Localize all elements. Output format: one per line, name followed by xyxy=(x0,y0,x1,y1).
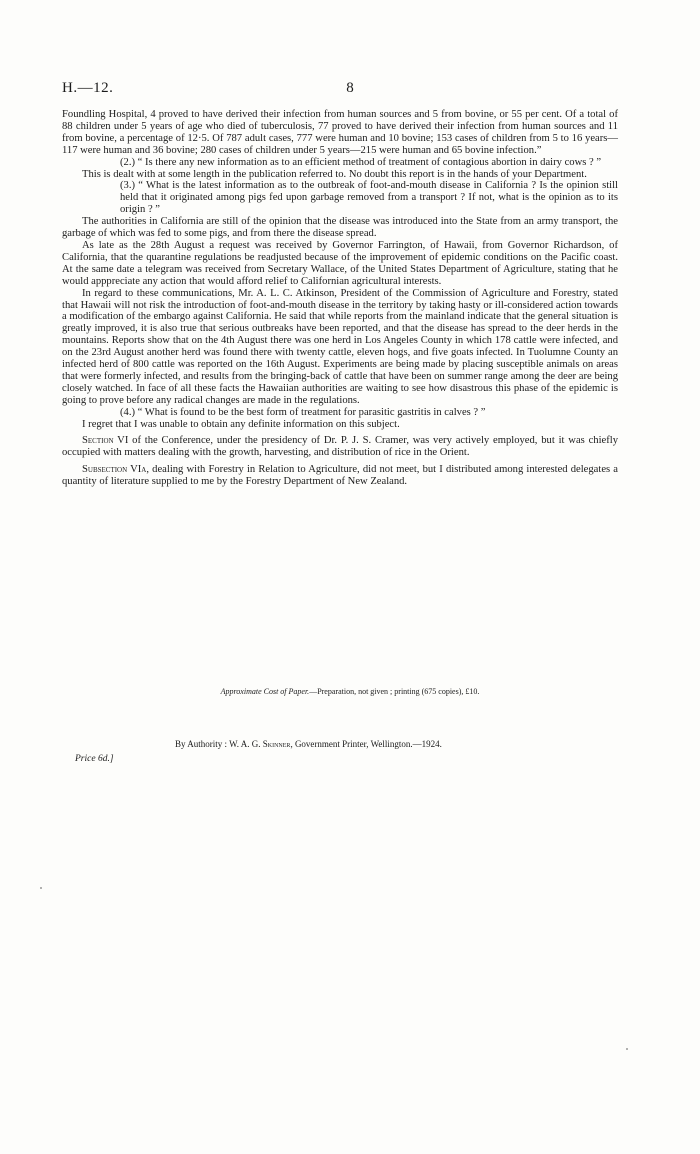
cost-label: Approximate Cost of Paper. xyxy=(220,687,310,696)
scan-speck xyxy=(40,887,42,889)
answer-3-origin: The authorities in California are still of the opinion that the disease was introduced into the State from an army transport, the garbage of which was fed to some pigs, and from there the disease spread. xyxy=(62,216,618,240)
question-2: (2.) “ Is there any new information as to an efficient method of treatment of contagious abortion in dairy cows ? ” xyxy=(120,156,602,168)
page-number: 8 xyxy=(346,80,354,96)
page-header xyxy=(62,80,638,102)
document-id: H.—12. xyxy=(62,80,114,96)
section-vi-text: of the Conference, under the presidency of Dr. P. J. S. Cramer, was very actively employed, but it was chiefly occupied with matters dealing with the growth, harvesting, and distribution of rice in the Orient. xyxy=(62,435,618,459)
subsection-via-paragraph xyxy=(62,464,618,488)
answer-2: This is dealt with at some length in the publication referred to. No doubt this report is in the hands of your Department. xyxy=(82,168,587,180)
subsection-via-text: , dealing with Forestry in Relation to Agriculture, did not meet, but I distributed among interested delegates a quantity of literature supplied to me by the Forestry Department of New Zealand. xyxy=(62,464,618,488)
cost-details: —Preparation, not given ; printing (675 copies), £10. xyxy=(309,687,480,696)
paragraph-continuation: Foundling Hospital, 4 proved to have derived their infection from human sources and 5 from bovine, or 55 per cent. Of a total of 88 children under 5 years of age who died of tuberculosis, 77 proved to have derived their infection from human sources and 11 from bovine, a percentage of 12·5. Of 787 adult cases, 777 were human and 10 bovine; 153 cases of children from 5 to 16 years—117 were human and 36 bovine; 280 cases of children under 5 years—215 were human and 65 bovine infection.” xyxy=(62,109,618,156)
subsection-via-label: Subsection VIa xyxy=(82,464,147,476)
answer-3-request: As late as the 28th August a request was received by Governor Farrington, of Hawaii, from Governor Richardson, of California, that the quarantine regulations be readjusted because of the improvement of epidemic conditions on the Pacific coast. At the same date a telegram was received from Secretary Wallace, of the United States Department of Agriculture, stating that he would apppreciate any action that would afford relief to Californian agricultural interests. xyxy=(62,239,618,287)
price-note: Price 6d.] xyxy=(75,754,114,764)
cost-of-paper-note xyxy=(0,687,700,696)
scan-speck xyxy=(626,1048,628,1050)
body-text xyxy=(62,109,618,488)
answer-4: I regret that I was unable to obtain any definite information on this subject. xyxy=(82,418,400,430)
authority-suffix: , Government Printer, Wellington.—1924. xyxy=(290,739,442,749)
section-vi-paragraph xyxy=(62,435,618,459)
section-vi-label: Section VI xyxy=(82,435,129,447)
answer-3-atkinson: In regard to these communications, Mr. A. L. C. Atkinson, President of the Commission of Agriculture and Forestry, stated that Hawaii will not risk the introduction of foot-and-mouth disease in the territory by taking hasty or ill-considered action towards a modification of the embargo against California. He said that while reports from the mainland indicate that the general situation is greatly improved, it is also true that serious outbreaks have been reported, and that the disease has spread to the deer herds in the mountains. Reports show that on the 4th August there was one herd in Los Angeles County in which 178 cattle were infected, and on the 23rd August another herd was found there with twenty cattle, eleven hogs, and five goats infected. In Tuolumne County an infected herd of 800 cattle was reported on the 16th August. Experiments are being made by placing susceptible animals on areas that were formerly infected, and results from the bringing-back of cattle that have been on summer range among the deer are being closely watched. In face of all these facts the Hawaiian authorities are waiting to see how disastrous this phase of the epidemic is going to prove before any radical changes are made in the regulations. xyxy=(62,287,618,406)
question-4: (4.) “ What is found to be the best form of treatment for parasitic gastritis in calves ? ” xyxy=(120,406,486,418)
question-3: (3.) “ What is the latest information as to the outbreak of foot-and-mouth disease in California ? Is the opinion still held that it originated among pigs fed upon garbage removed from a transport ? If not, what is the opinion as to its origin ? ” xyxy=(120,180,618,216)
printer-authority xyxy=(175,739,442,749)
authority-prefix: By Authority : W. A. G. xyxy=(175,739,263,749)
printer-name: Skinner xyxy=(262,739,291,749)
